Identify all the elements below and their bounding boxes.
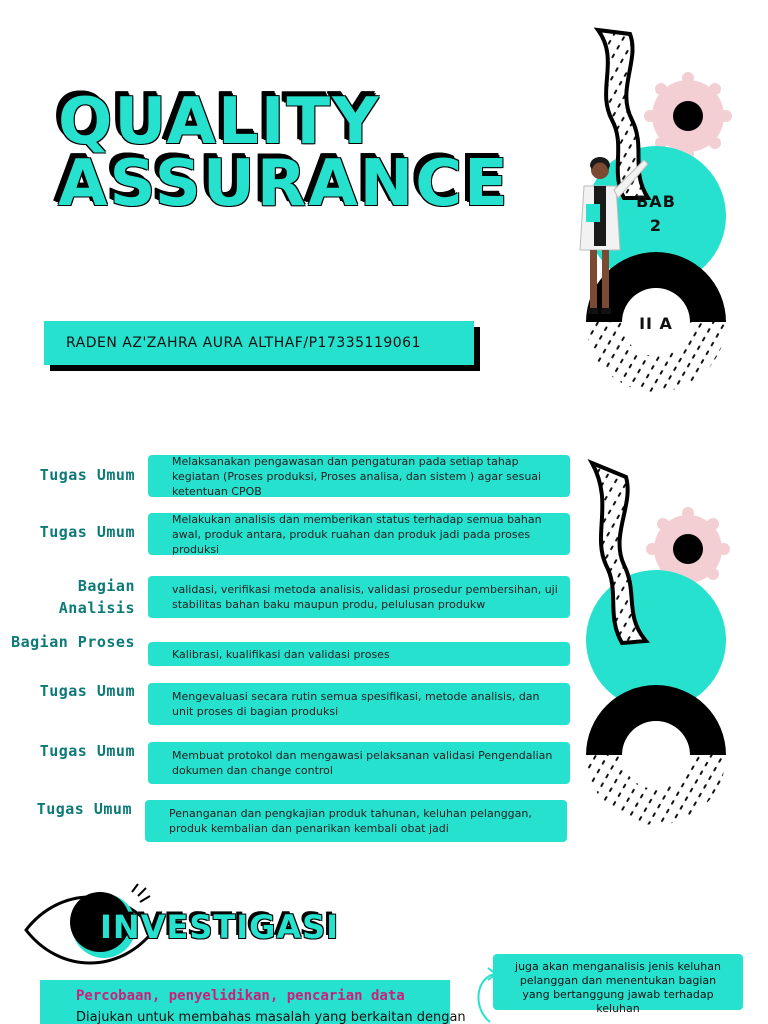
dotted-arch-shape-2	[586, 755, 726, 825]
row-text: Mengevaluasi secara rutin semua spesifikasi, metode analisis, dan unit proses di bagian produksi	[172, 690, 540, 718]
row-text: Kalibrasi, kualifikasi dan validasi proses	[172, 647, 390, 661]
row-label: Bagian Proses	[11, 633, 135, 651]
title-line-2: ASSURANCE	[58, 147, 510, 221]
side-note-box	[493, 954, 743, 1015]
title-line-1: QUALITY	[58, 85, 381, 159]
row-text: Penanganan dan pengkajian produk tahunan, keluhan pelanggan, produk kembalian dan penarikan kembali obat jadi	[169, 807, 532, 835]
bab-label: BAB	[636, 192, 676, 211]
row-text: Melakukan analisis dan memberikan status terhadap semua bahan awal, produk antara, produk ruahan dan produk jadi pada proses produksi	[172, 512, 542, 556]
decorative-shapes-middle	[580, 455, 740, 835]
row-label: Tugas Umum	[39, 466, 135, 484]
row-text: validasi, verifikasi metoda analisis, validasi prosedur pembersihan, uji stabilitas bahan baku maupun produ, pelulusan produkw	[172, 583, 558, 611]
row-text: Membuat protokol dan mengawasi pelaksanan validasi Pengendalian dokumen dan change control	[172, 749, 553, 777]
row-label: Tugas Umum	[36, 800, 132, 818]
row-label: Tugas Umum	[39, 523, 135, 541]
row-box	[148, 576, 570, 618]
row-label: Bagian Analisis	[58, 577, 135, 617]
row-box	[148, 455, 570, 497]
investigasi-title: INVESTIGASI	[100, 908, 340, 946]
side-note-text: juga akan menganalisis jenis keluhan pelanggan dan menentukan bagian yang bertanggung jawab terhadap keluhan	[515, 960, 721, 1015]
row-box	[148, 513, 570, 555]
black-arch-shape-2	[586, 685, 726, 755]
row-box	[145, 800, 567, 842]
row-box	[148, 683, 570, 725]
bab-number: 2	[649, 216, 663, 235]
author-name: RADEN AZ'ZAHRA AURA ALTHAF/P17335119061	[66, 335, 421, 351]
class-label: II A	[639, 314, 673, 333]
row-box	[148, 742, 570, 784]
row-label: Tugas Umum	[39, 682, 135, 700]
row-label: Tugas Umum	[39, 742, 135, 760]
investigasi-text: Diajukan untuk membahas masalah yang berkaitan dengan	[76, 1010, 466, 1024]
row-box	[148, 642, 570, 666]
row-text: Melaksanakan pengawasan dan pengaturan pada setiap tahap kegiatan (Proses produksi, Proses analisa, dan sistem ) agar sesuai ketentuan CPOB	[172, 454, 542, 498]
investigasi-heading: Percobaan, penyelidikan, pencarian data	[76, 988, 405, 1004]
author-box	[44, 321, 474, 365]
